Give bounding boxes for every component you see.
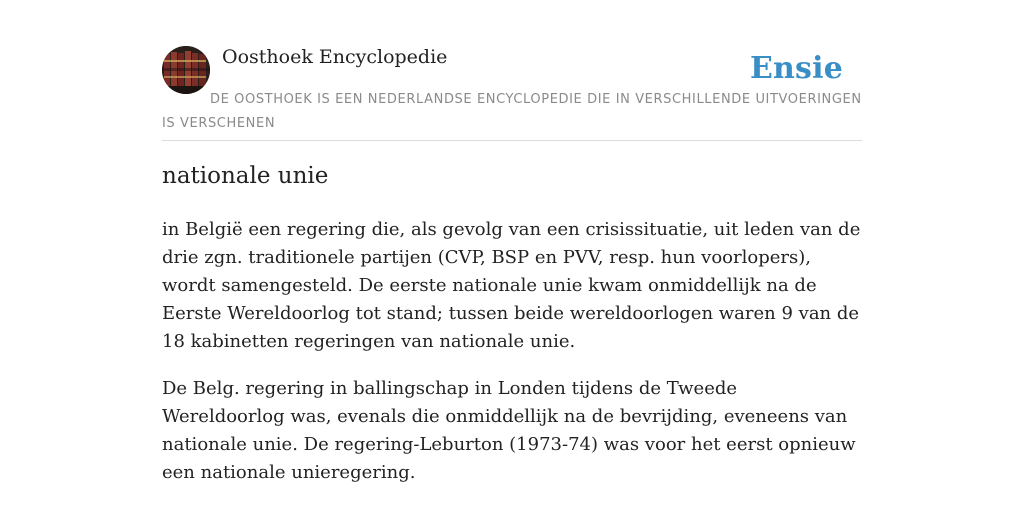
- article-title: nationale unie: [162, 163, 329, 189]
- brand-logo[interactable]: Ensie: [749, 51, 843, 86]
- avatar[interactable]: [162, 46, 210, 94]
- books-icon: [162, 46, 210, 94]
- page-container: [162, 0, 862, 483]
- site-tagline: DE OOSTHOEK IS EEN NEDERLANDSE ENCYCLOPEDIE DIE IN VERSCHILLENDE UITVOERINGEN IS VERSCHENEN: [162, 92, 862, 131]
- site-name[interactable]: Oosthoek Encyclopedie: [222, 46, 448, 68]
- site-header: [162, 0, 862, 141]
- article-paragraph: De Belg. regering in ballingschap in Londen tijdens de Tweede Wereldoorlog was, evenals die onmiddellijk na de bevrijding, eveneens van nationale unie. De regering-Leburton (1973-74) was voor het eerst opnieuw een nationale unieregering.: [162, 378, 856, 483]
- article-paragraph: in België een regering die, als gevolg van een crisissituatie, uit leden van de drie zgn. traditionele partijen (CVP, BSP en PVV, resp. hun voorlopers), wordt samengesteld. De eerste nationale unie kwam onmiddellijk na de Eerste Wereldoorlog tot stand; tussen beide wereldoorlogen waren 9 van de 18 kabinetten regeringen van nationale unie.: [162, 219, 861, 352]
- article-body: [162, 216, 862, 506]
